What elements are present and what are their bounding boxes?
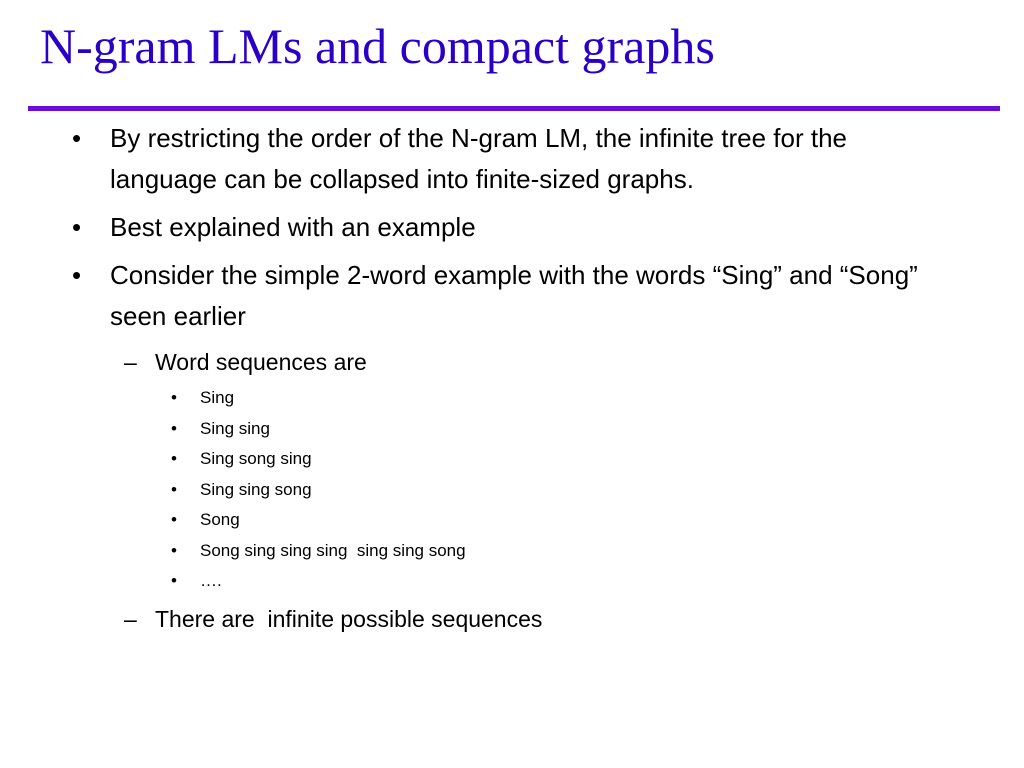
sequence-text: …. [200, 571, 222, 590]
bullet-item [0, 118, 930, 200]
sequence-item [0, 566, 1024, 597]
sequence-text: Sing [200, 388, 235, 407]
bullet-marker: • [72, 123, 82, 153]
sequence-item [0, 414, 1024, 445]
bullet-item [0, 207, 930, 248]
sequence-list [0, 383, 1024, 597]
bullet-text: By restricting the order of the N-gram LM, the infinite tree for the language can be collapsed into finite-sized graphs. [110, 123, 847, 194]
sub-bullet-text: There are infinite possible sequences [155, 605, 543, 632]
sequence-text: Sing song sing [200, 449, 312, 468]
sub-bullet-item [0, 344, 1024, 380]
sub-bullet-item [0, 601, 1024, 637]
bullet-marker: • [171, 510, 177, 529]
bullet-marker: • [171, 479, 177, 499]
sequence-item [0, 383, 1024, 414]
sequence-item [0, 505, 1024, 536]
sequence-text: Sing sing song [200, 479, 312, 499]
title-divider-bar [28, 106, 1000, 111]
title-divider [28, 106, 1000, 111]
bullet-text: Consider the simple 2-word example with the words “Sing” and “Song” seen earlier [110, 260, 918, 331]
sequence-item [0, 444, 1024, 475]
sub-bullet-text: Word sequences are [155, 349, 367, 375]
dash-marker: – [124, 605, 137, 632]
bullet-marker: • [171, 418, 177, 438]
bullet-text: Best explained with an example [110, 212, 476, 242]
dash-marker: – [124, 349, 137, 375]
slide-body [0, 118, 1024, 637]
bullet-marker: • [171, 388, 177, 407]
bullet-item [0, 255, 930, 337]
sequence-text: Song sing sing sing sing sing song [200, 540, 466, 560]
bullet-marker: • [72, 212, 82, 242]
sequence-text: Sing sing [200, 418, 270, 438]
bullet-marker: • [171, 540, 177, 560]
bullet-marker: • [72, 260, 82, 290]
bullet-marker: • [171, 571, 177, 590]
slide-title: N-gram LMs and compact graphs [40, 18, 715, 74]
bullet-marker: • [171, 449, 177, 468]
sequence-item [0, 475, 1024, 506]
sequence-text: Song [200, 510, 240, 529]
sequence-item [0, 536, 1024, 567]
